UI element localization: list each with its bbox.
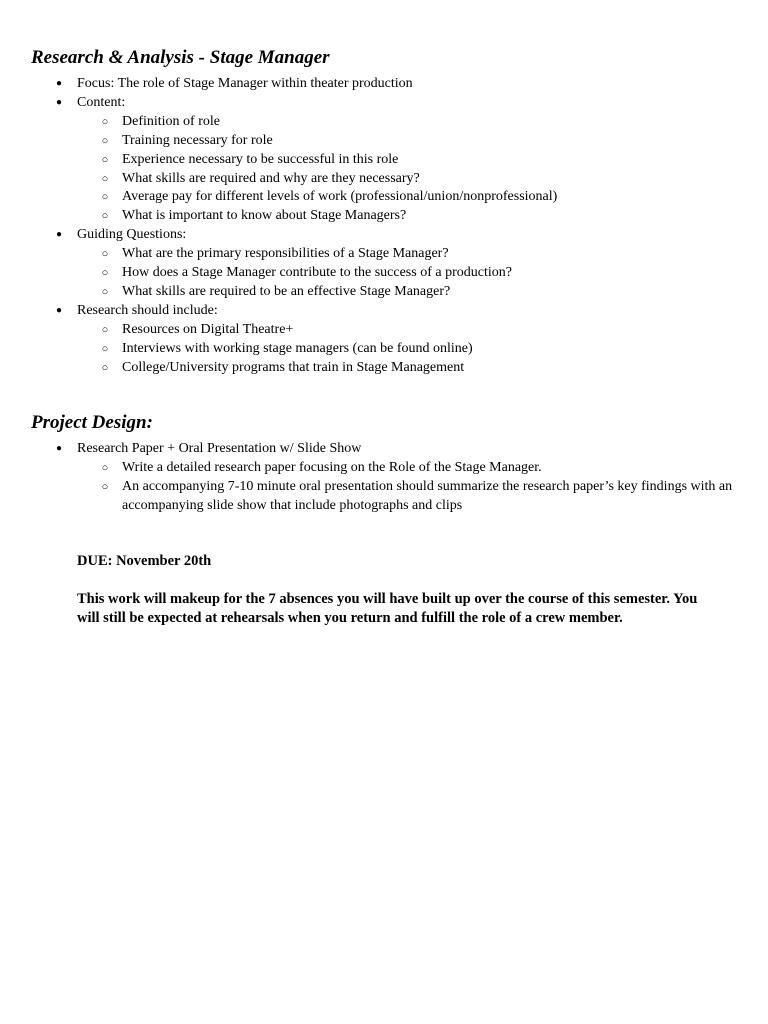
content-sublist bbox=[77, 113, 751, 226]
sublist-item-text: What is important to know about Stage Managers? bbox=[122, 208, 407, 224]
list-item-text: Focus: The role of Stage Manager within theater production bbox=[77, 76, 413, 91]
filled-bullet-icon: ● bbox=[55, 443, 63, 454]
project-design-sublist bbox=[77, 459, 751, 516]
research-include-sublist bbox=[77, 321, 751, 378]
hollow-bullet-icon: ○ bbox=[101, 323, 109, 336]
hollow-bullet-icon: ○ bbox=[101, 461, 109, 474]
sublist-item bbox=[77, 264, 751, 283]
list-item-research-paper bbox=[31, 440, 751, 516]
sublist-item bbox=[77, 132, 751, 151]
hollow-bullet-icon: ○ bbox=[101, 285, 109, 298]
sublist-item-text: Average pay for different levels of work (professional/union/nonprofessional) bbox=[122, 189, 558, 205]
due-date: DUE: November 20th bbox=[77, 553, 212, 569]
hollow-bullet-icon: ○ bbox=[101, 191, 109, 204]
sublist-item-text: College/University programs that train in Stage Management bbox=[122, 359, 465, 375]
sublist-item bbox=[77, 245, 751, 264]
filled-bullet-icon: ● bbox=[55, 229, 63, 241]
section-heading-project-design: Project Design: bbox=[31, 412, 153, 433]
list-item-text: Research Paper + Oral Presentation w/ Slide Show bbox=[77, 441, 362, 456]
sublist-item-text: Definition of role bbox=[122, 113, 220, 129]
sublist-item bbox=[77, 283, 751, 302]
sublist-item-text: What skills are required and why are they necessary? bbox=[122, 170, 420, 186]
sublist-item bbox=[77, 151, 751, 170]
sublist-item bbox=[77, 459, 751, 478]
hollow-bullet-icon: ○ bbox=[101, 342, 109, 355]
list-item-guiding-questions bbox=[31, 226, 751, 302]
list-item-focus bbox=[31, 75, 751, 94]
sublist-item-text: Interviews with working stage managers (can be found online) bbox=[122, 340, 473, 356]
project-design-bullet-list bbox=[31, 440, 751, 516]
hollow-bullet-icon: ○ bbox=[101, 134, 109, 147]
sublist-item-text: Resources on Digital Theatre+ bbox=[122, 321, 294, 337]
list-item-text: Guiding Questions: bbox=[77, 227, 187, 243]
hollow-bullet-icon: ○ bbox=[101, 361, 109, 374]
filled-bullet-icon: ● bbox=[55, 78, 63, 89]
sublist-item bbox=[77, 113, 751, 132]
hollow-bullet-icon: ○ bbox=[101, 210, 109, 223]
section-heading-research: Research & Analysis - Stage Manager bbox=[31, 47, 330, 68]
sublist-item bbox=[77, 359, 751, 378]
list-item-research-include bbox=[31, 302, 751, 378]
filled-bullet-icon: ● bbox=[55, 304, 63, 316]
hollow-bullet-icon: ○ bbox=[101, 115, 109, 128]
list-item-content bbox=[31, 94, 751, 226]
hollow-bullet-icon: ○ bbox=[101, 480, 109, 493]
list-item-text: Content: bbox=[77, 94, 126, 110]
hollow-bullet-icon: ○ bbox=[101, 267, 109, 280]
sublist-item-text: What are the primary responsibilities of a Stage Manager? bbox=[122, 246, 449, 262]
sublist-item-text: How does a Stage Manager contribute to the success of a production? bbox=[122, 265, 512, 281]
hollow-bullet-icon: ○ bbox=[101, 172, 109, 185]
absence-note: This work will makeup for the 7 absences you will have built up over the course of this semester. You will still be expected at rehearsals when you return and fulfill the role of a crew member. bbox=[77, 591, 698, 626]
sublist-item bbox=[77, 170, 751, 189]
hollow-bullet-icon: ○ bbox=[101, 153, 109, 166]
filled-bullet-icon: ● bbox=[55, 96, 63, 108]
sublist-item bbox=[77, 478, 742, 516]
guiding-questions-sublist bbox=[77, 245, 751, 302]
sublist-item-text: Experience necessary to be successful in this role bbox=[122, 151, 399, 167]
sublist-item-text: What skills are required to be an effective Stage Manager? bbox=[122, 283, 451, 299]
sublist-item-text: An accompanying 7-10 minute oral presentation should summarize the research paper’s key findings with an accompanying slide show that include photographs and clips bbox=[122, 478, 733, 513]
hollow-bullet-icon: ○ bbox=[101, 248, 109, 261]
sublist-item-text: Training necessary for role bbox=[122, 132, 273, 148]
sublist-item bbox=[77, 188, 751, 207]
sublist-item bbox=[77, 207, 751, 226]
sublist-item-text: Write a detailed research paper focusing on the Role of the Stage Manager. bbox=[122, 459, 542, 475]
sublist-item bbox=[77, 321, 751, 340]
sublist-item bbox=[77, 340, 751, 359]
research-bullet-list bbox=[31, 75, 751, 378]
list-item-text: Research should include: bbox=[77, 302, 218, 318]
